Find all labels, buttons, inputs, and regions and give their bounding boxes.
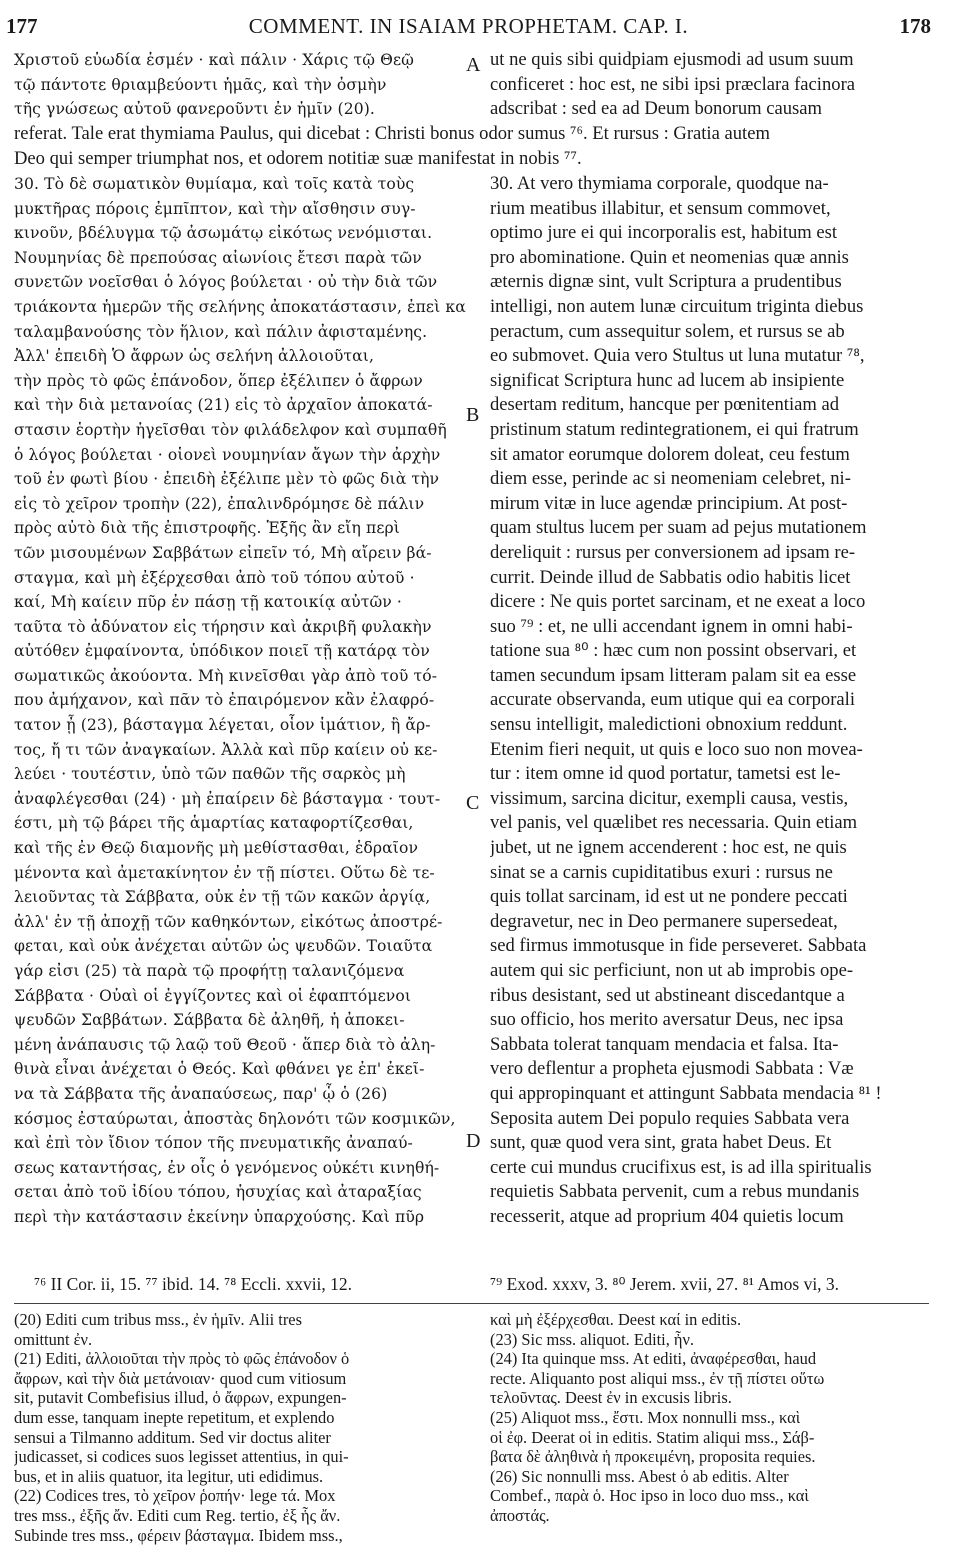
latin-column-top (490, 48, 855, 122)
footnote-line: bus, et in aliis quatuor, ita legitur, uti edidimus. (14, 1466, 324, 1486)
latin-column (490, 172, 882, 1230)
greek-text-line: φεται, καὶ οὐκ ἀνέχεται αὐτῶν ὡς ψευδῶν. Τοιαῦτα (14, 937, 433, 956)
footnote-line: Combef., παρὰ ὁ. Hoc ipso in loco duo mss., καὶ (490, 1486, 809, 1506)
greek-text-line: τῶν μισουμένων Σαββάτων εἰπεῖν τό, Μὴ αἴρειν βά- (14, 543, 432, 562)
latin-text-line: Etenim fieri nequit, ut quis e loco suo non movea- (490, 738, 863, 760)
greek-text-line: σταγμα, καὶ μὴ ἐξέρχεσθαι ἀπὸ τοῦ τόπου αὐτοῦ · (14, 568, 415, 587)
footnote-line: Subinde tres mss., φέρειν βάσταγμα. Ibidem mss., (14, 1525, 343, 1545)
margin-letter-c: C (466, 792, 480, 814)
greek-text-line: ταλαμβανούσης τὸν ἥλιον, καὶ πάλιν ἀφισταμένης. (14, 322, 428, 341)
greek-text-line: 30. Τὸ δὲ σωματικὸν θυμίαμα, καὶ τοῖς κατὰ τοὺς (14, 175, 415, 193)
footnote-line: recte. Aliquanto post aliqui mss., ἐν τῇ πίστει οὕτω (490, 1368, 825, 1388)
footnote-line: (23) Sic mss. aliquot. Editi, ἦν. (490, 1329, 695, 1349)
greek-text-line: καὶ τῆς ἐν Θεῷ διαμονῆς μὴ μεθίστασθαι, ἑδραῖον (14, 839, 419, 858)
greek-text-line: μένοντα καὶ ἀμετακίνητον ἐν τῇ πίστει. Οὕτω δὲ τε- (14, 863, 435, 882)
latin-text-line: vero deflentur a propheta ejusmodi Sabbata : Væ (490, 1058, 854, 1080)
greek-text-line: σεως καταντήσας, ἐν οἷς ὁ γενόμενος οὐκέτι κινηθή- (14, 1158, 440, 1177)
latin-text-line: pristinum statum redintegrationem, ei qui fratrum (490, 418, 859, 440)
latin-text-line: Sabbata tolerat tanquam mendacia et falsa. Ita- (490, 1033, 839, 1055)
greek-text-line: Ἀλλ' ἐπειδὴ Ὁ ἄφρων ὡς σελήνη ἀλλοιοῦται, (14, 347, 375, 366)
latin-text-line: diem esse, perinde ac si neomeniam celebret, ni- (490, 468, 851, 490)
greek-text-line: να τὰ Σάββατα τῆς ἀναπαύσεως, παρ' ᾧ ὁ (26) (14, 1084, 388, 1103)
latin-text-line: currit. Deinde illud de Sabbatis odio habitis licet (490, 566, 851, 588)
greek-text-line: σωματικῶς ἀκούοντα. Μὴ κινεῖσθαι γὰρ ἀπὸ τοῦ τό- (14, 666, 438, 685)
latin-text-line: ut ne quis sibi quidpiam ejusmodi ad usum suum (490, 49, 854, 70)
latin-text-line: jubet, ut ne ignem accenderent : hoc est, ne quis (490, 837, 847, 859)
latin-text-line: pro abominatione. Quin et neomenias quæ annis (490, 246, 849, 268)
latin-text-line: qui appropinquant et attingunt Sabbata mendacia ⁸¹ ! (490, 1082, 882, 1104)
page-number-left: 177 (6, 14, 38, 38)
greek-text-line: πρὸς αὐτὸ διὰ τῆς ἐπιστροφῆς. Ἑξῆς ἂν εἴη περὶ (14, 519, 400, 538)
greek-text-line: τὴν πρὸς τὸ φῶς ἐπάνοδον, ὅπερ ἐξέλιπεν ὁ ἄφρων (14, 371, 423, 390)
greek-text-line: κινοῦν, βδέλυγμα τῷ ἀσωμάτῳ εἰκότως νενόμισται. (14, 224, 433, 243)
greek-text-line: στασιν ἑορτὴν ἡγεῖσθαι τὸν φιλάδελφον καὶ συμπαθῆ (14, 420, 447, 439)
latin-text-line: certe cui mundus crucifixus est, is ad illa spiritualis (490, 1156, 872, 1178)
footnote-line: tres mss., ἐξῆς ἄν. Editi cum Reg. tertio, ἐξ ἧς ἄν. (14, 1505, 341, 1525)
scripture-refs-right: ⁷⁹ Exod. xxxv, 3. ⁸⁰ Jerem. xvii, 27. ⁸¹ Amos vi, 3. (490, 1274, 840, 1294)
latin-text-line: rium meatibus illabitur, et sensum commovet, (490, 197, 831, 219)
footnote-line: omittunt ἐν. (14, 1329, 93, 1349)
latin-text-line: dicere : Ne quis portet sarcinam, et ne exeat a loco (490, 591, 866, 613)
latin-text-line: eo submovet. Quia vero Stultus ut luna mutatur ⁷⁸, (490, 345, 865, 367)
greek-text-line: ταῦτα τὸ ἀδύνατον εἰς τήρησιν καὶ ἀκριβῆ φυλακὴν (14, 617, 432, 636)
greek-text-line: τατον ᾖ (23), βάσταγμα λέγεται, οἷον ἱμάτιον, ἢ ἄρ- (14, 716, 431, 735)
latin-text-line: recesserit, atque ad proprium 404 quietis locum (490, 1205, 844, 1227)
latin-text-line: quam stultus lucem per suam ad pejus mutationem (490, 517, 867, 539)
latin-text-line: vel panis, vel quælibet res necessaria. Quin etiam (490, 812, 858, 834)
latin-text-line: conficeret : hoc est, ne sibi ipsi præclara facinora (490, 73, 856, 95)
greek-text-line: σεται ἀπὸ τοῦ ἰδίου τόπου, ἡσυχίας καὶ ἀταραξίας (14, 1183, 422, 1202)
margin-letter-b: B (466, 404, 480, 426)
greek-text-line: ἀλλ' ἐν τῇ ἀποχῇ τῶν καθηκόντων, εἰκότως ἀποστρέ- (14, 912, 443, 931)
footnotes-right (490, 1310, 824, 1526)
latin-text-line: suo ⁷⁹ : et, ne ulli accendant ignem in omni habi- (490, 615, 853, 637)
greek-text-line: που ἀμήχανον, καὶ πᾶν τὸ ἐπαιρόμενον κἂν ἐλαφρό- (14, 691, 435, 710)
greek-text-line: αὐτόθεν ἐμφαίνοντα, ὑπόδικον ποιεῖ τῇ κατάρᾳ τὸν (14, 642, 430, 661)
greek-text-line: τος, ἤ τι τῶν ἀναγκαίων. Ἀλλὰ καὶ πῦρ καίειν οὐ κε- (14, 740, 438, 759)
greek-text-line: λειοῦντας τὰ Σάββατα, οὐκ ἐν τῇ τῶν κακῶν ἀργίᾳ, (14, 888, 431, 907)
footnote-line: οἱ ἐφ. Deerat οἱ in editis. Statim aliqui mss., Σάβ- (490, 1427, 815, 1447)
footnote-rule (14, 1303, 929, 1304)
greek-text-line: καὶ ἐπὶ τὸν ἴδιον τόπον τῆς πνευματικῆς ἀναπαύ- (14, 1134, 413, 1153)
greek-text-line: καὶ τὴν διὰ μετανοίας (21) εἰς τὸ ἀρχαῖον ἀποκατά- (14, 396, 433, 415)
greek-text-line: Νουμηνίας δὲ πρεπούσας αἰωνίοις ἔτεσι παρὰ τῶν (14, 248, 422, 267)
latin-text-line: accurate observanda, eum utique qui ea corporali (490, 689, 855, 711)
footnotes-left (14, 1310, 349, 1545)
footnote-line: καὶ μὴ ἐξέρχεσθαι. Deest καί in editis. (490, 1310, 742, 1329)
latin-text-line: degravetur, nec in Deo permanere supersedeat, (490, 910, 838, 932)
latin-text-line: vissimum, sarcina dicitur, exempli causa, vestis, (490, 787, 849, 809)
latin-text-line: intelligi, non autem lunæ circuitum triginta diebus (490, 295, 864, 317)
full-width-lines (14, 122, 770, 171)
running-header (6, 14, 931, 42)
latin-text-line: sinat se a carnis cupiditatibus exuri : rursus ne (490, 861, 833, 883)
latin-text-line: significat Scriptura hunc ad lucem ab insipiente (490, 369, 845, 391)
latin-text-line: adscribat : sed ea ad Deum bonorum causam (490, 98, 822, 120)
greek-text-line: εἰς τὸ χεῖρον τροπὴν (22), ἐπαλινδρόμησε δὲ πάλιν (14, 494, 425, 513)
greek-text-line: έστι, μὴ τῷ βάρει τῆς ἁμαρτίας καταφορτίζεσθαι, (14, 814, 414, 833)
latin-text-line: desertam reditum, hancque per pœnitentiam ad (490, 394, 840, 416)
greek-text-line: καί, Μὴ καίειν πῦρ ἐν πάσῃ τῇ κατοικίᾳ αὐτῶν · (14, 593, 402, 612)
footnote-line: sit, putavit Combefisius illud, ὁ ἄφρων, expungen- (14, 1388, 347, 1408)
latin-text-line: requietis Sabbata pervenit, cum a rebus mundanis (490, 1181, 860, 1203)
latin-text-line: sed firmus immotusque in fide perseveret. Sabbata (490, 935, 867, 957)
greek-text-line: ψευδῶν Σαββάτων. Σάββατα δὲ ἀληθῆ, ἡ ἀποκει- (14, 1011, 405, 1030)
greek-column-top (14, 48, 414, 122)
page-number-right: 178 (899, 14, 931, 38)
footnote-line: βατα δὲ ἀληθινὰ ἡ προκειμένη, proposita requies. (490, 1447, 816, 1467)
greek-text-line: τῆς γνώσεως αὐτοῦ φανεροῦντι ἐν ἡμῖν (20). (14, 100, 375, 119)
latin-text-line: peractum, cum assequitur solem, et rursus se ab (490, 320, 845, 342)
footnote-line: (20) Editi cum tribus mss., ἐν ἡμῖν. Alii tres (14, 1310, 302, 1329)
latin-text-line: sensu intelligit, maledictioni obnoxium reddunt. (490, 714, 848, 736)
greek-text-line: γάρ εἰσι (25) τὰ παρὰ τῷ προφήτῃ ταλανιζόμενα (14, 962, 405, 980)
running-title: COMMENT. IN ISAIAM PROPHETAM. CAP. I. (248, 14, 689, 38)
latin-text-line: autem qui sic perficiunt, non ut ab improbis ope- (490, 960, 854, 981)
greek-text-line: περὶ τὴν κατάστασιν ἐκείνην ὑπαρχούσης. Καὶ πῦρ (14, 1207, 425, 1226)
greek-text-line: τριάκοντα ἡμερῶν τῆς σελήνης ἀποκατάστασιν, ἐπεὶ κα (14, 297, 466, 316)
footnote-line: sensui a Tilmanno additum. Sed vir doctus aliter (14, 1427, 331, 1447)
latin-text-line: sit amator eorumque dolorem doleat, ceu festum (490, 443, 850, 465)
greek-text-line: ὁ λόγος βούλεται · οἱονεὶ νουμηνίαν ἄγων τὴν ἀρχὴν (14, 445, 441, 464)
greek-text-line: κόσμος ἐσταύρωται, ἀποστὰς δηλονότι τῶν κοσμικῶν, (14, 1109, 456, 1128)
latin-text-line: tamen secundum ipsam litteram palam sit ea esse (490, 664, 857, 686)
greek-text-line: λεύει · τουτέστιν, ὑπὸ τῶν παθῶν τῆς σαρκὸς μὴ (14, 765, 406, 784)
latin-text-line: suo officio, hos merito aversatur Deus, nec ipsa (490, 1009, 844, 1031)
footnote-line: dum esse, tanquam inepte repetitum, et explendo (14, 1407, 335, 1427)
full-width-line: Deo qui semper triumphat nos, et odorem notitiæ suæ manifestat in nobis ⁷⁷. (14, 147, 582, 169)
greek-text-line: μένη ἀνάπαυσις τῷ λαῷ τοῦ Θεοῦ · ἅπερ διὰ τὸ ἀλη- (14, 1035, 436, 1054)
scripture-refs-left: ⁷⁶ II Cor. ii, 15. ⁷⁷ ibid. 14. ⁷⁸ Eccli. xxvii, 12. (34, 1274, 353, 1294)
greek-text-line: ἀναφλέγεσθαι (24) · μὴ ἐπαίρειν δὲ βάσταγμα · τουτ- (14, 789, 441, 808)
greek-text-line: τοῦ ἐν φωτὶ βίου · ἐπειδὴ ἐξέλιπε μὲν τὸ φῶς διὰ τὴν (14, 470, 440, 489)
greek-text-line: θινὰ εἶναι ἀνέχεται ὁ Θεός. Καὶ φθάνει γε ἐπ' ἐκεῖ- (14, 1060, 425, 1079)
latin-text-line: quis tollat sarcinam, id est ut ne pondere peccati (490, 886, 848, 908)
footnote-line: ἄφρων, καὶ τὴν διὰ μετάνοιαν· quod cum vitiosum (14, 1368, 347, 1388)
greek-text-line: Χριστοῦ εὐωδία ἐσμέν · καὶ πάλιν · Χάρις τῷ Θεῷ (14, 51, 414, 69)
footnote-line: (25) Aliquot mss., ἔστι. Mox nonnulli mss., καὶ (490, 1407, 801, 1427)
latin-text-line: optimo jure ei qui incorporalis est, habitum est (490, 222, 838, 244)
footnote-line: (21) Editi, ἀλλοιοῦται τὴν πρὸς τὸ φῶς ἐπάνοδον ὁ (14, 1349, 350, 1369)
footnote-line: ἀποστάς. (490, 1505, 550, 1525)
margin-letter-d: D (466, 1130, 481, 1152)
greek-text-line: Σάββατα · Οὐαὶ οἱ ἐγγίζοντες καὶ οἱ ἐφαπτόμενοι (14, 986, 412, 1005)
latin-text-line: ribus desistant, sed ut abstineant discedantque a (490, 984, 845, 1006)
full-width-line: referat. Tale erat thymiama Paulus, qui dicebat : Christi bonus odor sumus ⁷⁶. Et rursus : Gratia autem (14, 123, 770, 144)
greek-column (14, 172, 466, 1230)
latin-text-line: mirum vitæ in luce agendæ principium. At post- (490, 492, 848, 514)
footnote-line: (26) Sic nonnulli mss. Abest ὁ ab editis. Alter (490, 1466, 789, 1486)
latin-text-line: sunt, quæ quod vera sint, grata habet Deus. Et (490, 1132, 832, 1154)
latin-text-line: æternis dignæ sint, vult Scriptura a prudentibus (490, 271, 842, 293)
greek-text-line: μυκτῆρας πόροις ἐμπῖπτον, καὶ τὴν αἴσθησιν συγ- (14, 199, 416, 218)
latin-text-line: Seposita autem Dei populo requies Sabbata vera (490, 1107, 850, 1129)
greek-text-line: συνετῶν νοεῖσθαι ὁ λόγος βούλεται · οὐ τὴν διὰ τῶν (14, 273, 438, 292)
footnote-line: judicasset, si codices suos legisset attentius, in qui- (14, 1447, 349, 1467)
latin-text-line: 30. At vero thymiama corporale, quodque na- (490, 173, 829, 194)
footnote-line: (22) Codices tres, τὸ χεῖρον ῥοπήν· lege τά. Mox (14, 1486, 336, 1506)
margin-letter-a: A (466, 54, 481, 76)
footnote-line: τελοῦντας. Deest ἐν in excusis libris. (490, 1388, 732, 1408)
footnote-line: (24) Ita quinque mss. At editi, ἀναφέρεσθαι, haud (490, 1349, 817, 1369)
latin-text-line: tur : item omne id quod portatur, tametsi est le- (490, 763, 841, 785)
latin-text-line: tatione sua ⁸⁰ : hæc cum non possint observari, et (490, 640, 857, 662)
greek-text-line: τῷ πάντοτε θριαμβεύοντι ἡμᾶς, καὶ τὴν ὀσμὴν (14, 75, 387, 94)
latin-text-line: dereliquit : rursus per conversionem ad ipsam re- (490, 541, 856, 563)
